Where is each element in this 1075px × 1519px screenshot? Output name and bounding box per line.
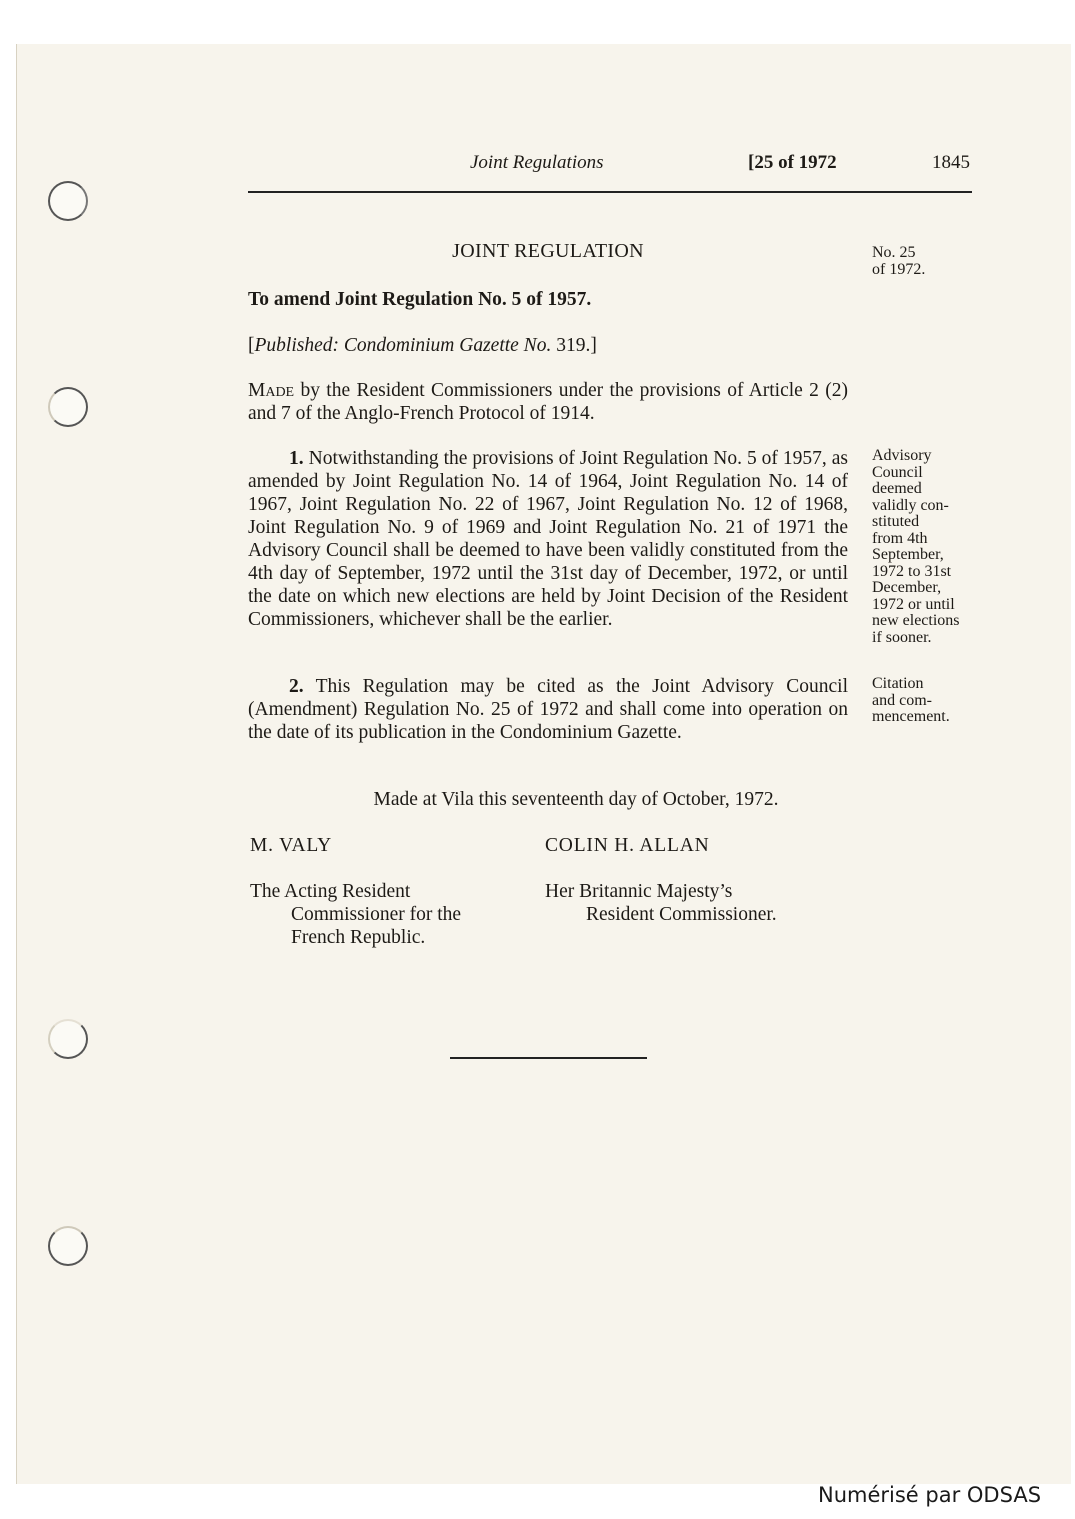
signatory-title: The Acting Resident Commissioner for the French Republic. — [250, 881, 462, 948]
enacting-clause: Made by the Resident Commissioners under the provisions of Article 2 (2) and 7 of the Anglo-French Protocol of 1914. — [248, 380, 848, 424]
section-1 — [248, 447, 848, 631]
section-text: Notwithstanding the provisions of Joint Regulation No. 5 of 1957, as amended by Joint Regulation No. 14 of 1964, Joint Regulation No. 14 of 1967, Joint Regulation No. 22 of 1967, Joint Regulation No. 12 of 1968, Joint Regulation No. 9 of 1969 and Joint Regulation No. 21 of 1971 the Advisory Council shall be deemed to have been validly constituted from the 4th day of September, 1972 until the 31st day of December, 1972, or until the date on which new elections are held by Joint Decision of the Resident Commissioners, whichever shall be the earlier. — [248, 448, 849, 630]
section-number: 2. — [289, 676, 304, 697]
header-rule — [248, 191, 972, 193]
margin-note-line: of 1972. — [872, 260, 926, 278]
made-word: Made — [248, 380, 295, 401]
made-at-line: Made at Vila this seventeenth day of October, 1972. — [373, 789, 779, 810]
margin-note-number — [872, 245, 982, 278]
document-title: JOINT REGULATION — [452, 240, 644, 262]
margin-note-section-1: Advisory Council deemed validly con- stituted from 4th September, 1972 to 31st December, 1972 or until new elections if sooner. — [872, 447, 960, 646]
section-number: 1. — [289, 448, 304, 469]
publication-note: [Published: Condominium Gazette No. 319.] — [248, 335, 597, 356]
margin-note-line: No. 25 — [872, 244, 916, 261]
margin-note-section-2: Citation and com- mencement. — [872, 675, 950, 725]
section-text: This Regulation may be cited as the Joint Advisory Council (Amendment) Regulation No. 25 of 1972 and shall come into operation on the date of its publication in the Condominium Gazette. — [248, 676, 848, 743]
page-number: 1845 — [932, 152, 970, 173]
gazette-label: Published: Condominium Gazette No. — [254, 335, 552, 356]
punch-hole — [48, 1019, 88, 1059]
regulation-reference: [25 of 1972 — [748, 152, 837, 173]
signatory-title: Her Britannic Majesty’s Resident Commissioner. — [545, 881, 777, 925]
scan-watermark: Numérisé par ODSAS — [818, 1483, 1042, 1507]
running-title: Joint Regulations — [470, 152, 604, 173]
end-rule — [450, 1057, 647, 1059]
punch-hole — [48, 1226, 88, 1266]
signatory-name: COLIN H. ALLAN — [545, 835, 710, 856]
gazette-number: 319.] — [551, 335, 597, 356]
punch-hole — [48, 387, 88, 427]
regulation-purpose: To amend Joint Regulation No. 5 of 1957. — [248, 289, 592, 310]
punch-hole — [48, 181, 88, 221]
signatory-name: M. VALY — [250, 835, 333, 856]
section-2 — [248, 675, 848, 744]
